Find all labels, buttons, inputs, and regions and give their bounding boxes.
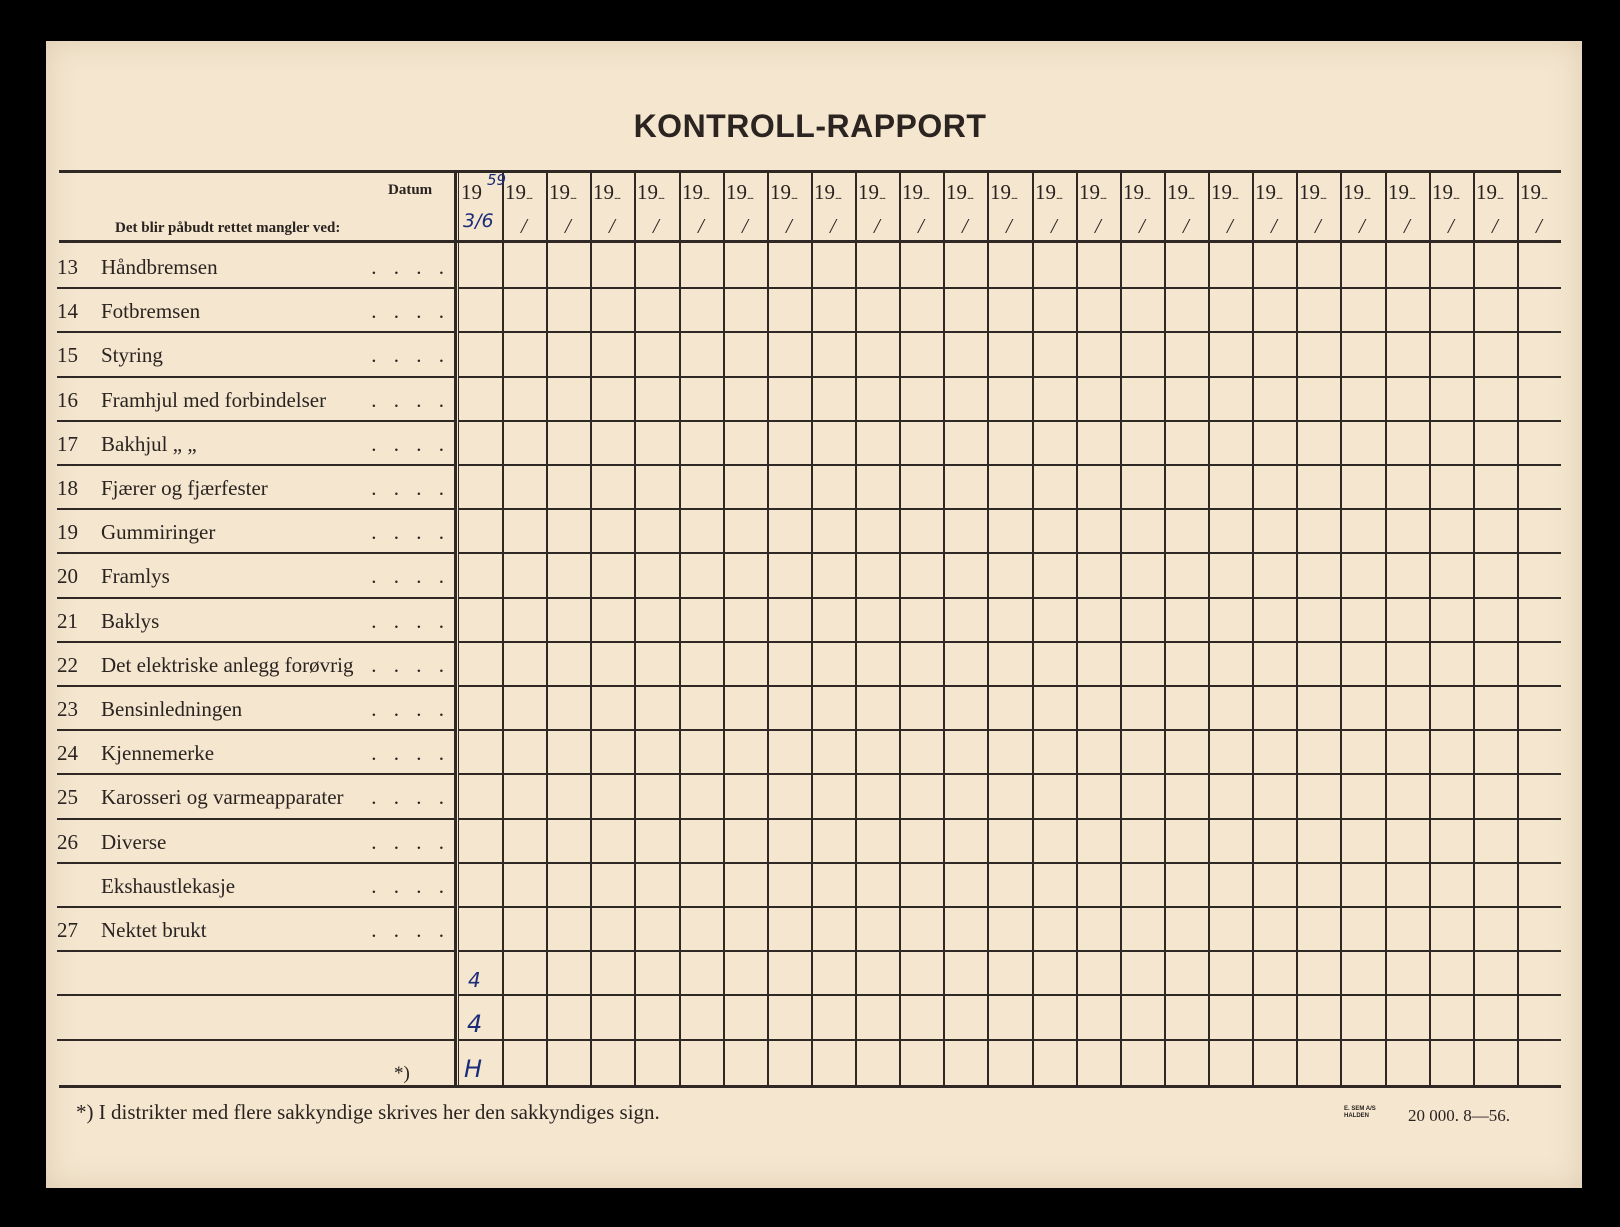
column-line (634, 170, 636, 1087)
item-label: Styring (101, 343, 163, 367)
column-line (1120, 170, 1122, 1087)
item-number: 23 (57, 697, 78, 721)
item-number: 15 (57, 343, 78, 367)
grid-row-line (458, 729, 1561, 731)
year-prefix: 19 (946, 180, 967, 204)
column-line (1164, 170, 1166, 1087)
label-row-line (57, 376, 454, 378)
year-suffix: .... (879, 191, 885, 202)
leader-dots: . . . . (371, 564, 450, 588)
year-suffix: .... (703, 191, 709, 202)
label-divider-inner (458, 170, 459, 1087)
grid-row-line (458, 287, 1561, 289)
year-field (682, 180, 709, 205)
leader-dots: . . . . (371, 653, 450, 677)
year-field (858, 180, 885, 205)
year-prefix: 19 (1388, 180, 1409, 204)
date-slash: / (609, 214, 615, 238)
year-field (1388, 180, 1415, 205)
year-field (814, 180, 841, 205)
date-slash: / (1359, 214, 1365, 238)
item-label: Det elektriske anlegg forøvrig (101, 653, 354, 677)
item-number: 13 (57, 255, 78, 279)
label-row-line (57, 641, 454, 643)
year-prefix: 19 (549, 180, 570, 204)
leader-dots: . . . . (371, 609, 450, 633)
year-prefix: 19 (1079, 180, 1100, 204)
column-line (1252, 170, 1254, 1087)
grid-row-line (458, 552, 1561, 554)
year-field (1035, 180, 1062, 205)
label-row-line (57, 1039, 454, 1041)
date-slash: / (830, 214, 836, 238)
date-slash: / (1051, 214, 1057, 238)
date-slash: / (918, 214, 924, 238)
year-field (505, 180, 532, 205)
leader-dots: . . . . (371, 476, 450, 500)
item-label: Framhjul med forbindelser (101, 388, 327, 412)
label-row-line (57, 420, 454, 422)
date-slash: / (521, 214, 527, 238)
year-prefix: 19 (682, 180, 703, 204)
date-slash: / (742, 214, 748, 238)
year-suffix: .... (1232, 191, 1238, 202)
grid-row-line (458, 862, 1561, 864)
year-field (461, 180, 482, 205)
date-slash: / (1271, 214, 1277, 238)
hw-date: 3/6 (463, 210, 494, 232)
leader-dots: . . . . (371, 432, 450, 456)
item-label: Framlys (101, 564, 170, 588)
grid-row-line (458, 641, 1561, 643)
hw-row1: 4 (468, 968, 481, 992)
item-number: 16 (57, 388, 78, 412)
item-number: 25 (57, 785, 78, 809)
grid-row-line (458, 331, 1561, 333)
leader-dots: . . . . (371, 520, 450, 544)
column-line (546, 170, 548, 1087)
grid-row-line (458, 376, 1561, 378)
item-label: Diverse (101, 830, 167, 854)
grid-row-line (458, 994, 1561, 996)
item-number: 19 (57, 520, 78, 544)
item-number: 14 (57, 299, 78, 323)
year-prefix: 19 (1476, 180, 1497, 204)
hw-row2: 4 (467, 1010, 483, 1038)
grid-row-line (458, 950, 1561, 952)
year-prefix: 19 (1520, 180, 1541, 204)
grid-row-line (458, 597, 1561, 599)
column-line (855, 170, 857, 1087)
printer-mark (1344, 1106, 1376, 1120)
year-field (637, 180, 664, 205)
year-field (549, 180, 576, 205)
column-line (1032, 170, 1034, 1087)
column-line (723, 170, 725, 1087)
year-prefix: 19 (461, 180, 482, 204)
label-row-line (57, 994, 454, 996)
item-label: Gummiringer (101, 520, 216, 544)
year-suffix: .... (526, 191, 532, 202)
column-line (899, 170, 901, 1087)
leader-dots: . . . . (371, 741, 450, 765)
leader-dots: . . . . (371, 388, 450, 412)
report-card (46, 41, 1582, 1188)
year-suffix: .... (614, 191, 620, 202)
column-line (811, 170, 813, 1087)
year-suffix: .... (1453, 191, 1459, 202)
year-suffix: .... (1056, 191, 1062, 202)
year-field (1211, 180, 1238, 205)
year-prefix: 19 (505, 180, 526, 204)
date-slash: / (1404, 214, 1410, 238)
year-prefix: 19 (593, 180, 614, 204)
year-prefix: 19 (726, 180, 747, 204)
item-label: Fjærer og fjærfester (101, 476, 268, 500)
date-slash: / (786, 214, 792, 238)
column-line (1076, 170, 1078, 1087)
year-suffix: .... (967, 191, 973, 202)
year-prefix: 19 (1255, 180, 1276, 204)
column-line (1429, 170, 1431, 1087)
item-label: Baklys (101, 609, 160, 633)
column-line (1517, 170, 1519, 1087)
year-field (1123, 180, 1150, 205)
label-row-line (57, 552, 454, 554)
year-suffix: .... (1276, 191, 1282, 202)
grid-row-line (458, 685, 1561, 687)
label-row-line (57, 906, 454, 908)
grid-row-line (458, 1039, 1561, 1041)
year-suffix: .... (1320, 191, 1326, 202)
column-line (502, 170, 504, 1087)
datum-label: Datum (388, 182, 433, 198)
column-line (1296, 170, 1298, 1087)
date-slash: / (1227, 214, 1233, 238)
year-field (990, 180, 1017, 205)
year-prefix: 19 (902, 180, 923, 204)
year-prefix: 19 (814, 180, 835, 204)
date-slash: / (874, 214, 880, 238)
label-row-line (57, 464, 454, 466)
year-field (1520, 180, 1547, 205)
item-number: 21 (57, 609, 78, 633)
year-field (1476, 180, 1503, 205)
grid-row-line (458, 773, 1561, 775)
item-label: Bensinledningen (101, 697, 243, 721)
item-number: 22 (57, 653, 78, 677)
print-code: 20 000. 8—56. (1408, 1106, 1510, 1125)
item-number: 18 (57, 476, 78, 500)
year-field (1432, 180, 1459, 205)
year-field (726, 180, 753, 205)
item-number: 27 (57, 918, 78, 942)
item-number: 20 (57, 564, 78, 588)
column-line (767, 170, 769, 1087)
leader-dots: . . . . (371, 343, 450, 367)
year-suffix: .... (1409, 191, 1415, 202)
year-prefix: 19 (990, 180, 1011, 204)
year-suffix: .... (570, 191, 576, 202)
printer-line2: HALDEN (1344, 1113, 1369, 1119)
header-top-rule (59, 170, 1561, 173)
grid-bottom-rule (59, 1085, 1561, 1088)
year-field (1299, 180, 1326, 205)
year-prefix: 19 (1035, 180, 1056, 204)
column-line (590, 170, 592, 1087)
year-suffix: .... (791, 191, 797, 202)
leader-dots: . . . . (371, 830, 450, 854)
year-field (946, 180, 973, 205)
year-suffix: .... (835, 191, 841, 202)
year-suffix: .... (1100, 191, 1106, 202)
leader-dots: . . . . (371, 697, 450, 721)
label-divider (454, 170, 457, 1087)
date-slash: / (962, 214, 968, 238)
column-line (987, 170, 989, 1087)
date-slash: / (1448, 214, 1454, 238)
year-prefix: 19 (1343, 180, 1364, 204)
grid-row-line (458, 508, 1561, 510)
year-field (902, 180, 929, 205)
year-field (1255, 180, 1282, 205)
year-suffix: .... (658, 191, 664, 202)
leader-dots: . . . . (371, 785, 450, 809)
hw-year: 59 (487, 171, 507, 189)
grid-row-line (458, 906, 1561, 908)
year-suffix: .... (1541, 191, 1547, 202)
footnote: *) I distrikter med flere sakkyndige skrives her den sakkyndiges sign. (76, 1100, 660, 1124)
label-row-line (57, 950, 454, 952)
year-prefix: 19 (1211, 180, 1232, 204)
date-slash: / (1139, 214, 1145, 238)
year-prefix: 19 (637, 180, 658, 204)
leader-dots: . . . . (371, 299, 450, 323)
date-slash: / (1492, 214, 1498, 238)
item-number: 17 (57, 432, 78, 456)
year-suffix: .... (1188, 191, 1194, 202)
page-title: KONTROLL-RAPPORT (633, 108, 987, 144)
mangler-label: Det blir påbudt rettet mangler ved: (115, 220, 341, 236)
item-label: Kjennemerke (101, 741, 215, 765)
item-label: Håndbremsen (101, 255, 218, 279)
date-slash: / (1315, 214, 1321, 238)
year-field (770, 180, 797, 205)
item-label: Ekshaustlekasje (101, 874, 236, 898)
date-slash: / (1183, 214, 1189, 238)
year-prefix: 19 (1123, 180, 1144, 204)
label-row-line (57, 685, 454, 687)
date-slash: / (698, 214, 704, 238)
date-slash: / (565, 214, 571, 238)
year-suffix: .... (747, 191, 753, 202)
year-field (593, 180, 620, 205)
column-line (679, 170, 681, 1087)
year-prefix: 19 (1167, 180, 1188, 204)
item-label: Karosseri og varmeapparater (101, 785, 344, 809)
date-slash: / (1006, 214, 1012, 238)
label-row-line (57, 818, 454, 820)
year-prefix: 19 (770, 180, 791, 204)
column-line (1473, 170, 1475, 1087)
label-row-line (57, 729, 454, 731)
item-label: Fotbremsen (101, 299, 201, 323)
leader-dots: . . . . (371, 255, 450, 279)
year-field (1079, 180, 1106, 205)
date-slash: / (653, 214, 659, 238)
item-number: 24 (57, 741, 78, 765)
year-suffix: .... (1011, 191, 1017, 202)
year-prefix: 19 (858, 180, 879, 204)
year-prefix: 19 (1432, 180, 1453, 204)
date-slash: / (1536, 214, 1542, 238)
year-field (1167, 180, 1194, 205)
label-row-line (57, 287, 454, 289)
label-row-line (57, 862, 454, 864)
year-field (1343, 180, 1370, 205)
item-label: Bakhjul „ „ (101, 432, 197, 456)
date-slash: / (1095, 214, 1101, 238)
header-bottom-rule (59, 240, 1561, 243)
grid-row-line (458, 464, 1561, 466)
year-suffix: .... (923, 191, 929, 202)
label-row-line (57, 773, 454, 775)
column-line (1385, 170, 1387, 1087)
grid-row-line (458, 818, 1561, 820)
year-suffix: .... (1364, 191, 1370, 202)
leader-dots: . . . . (371, 874, 450, 898)
year-suffix: .... (1144, 191, 1150, 202)
label-row-line (57, 331, 454, 333)
year-suffix: .... (1497, 191, 1503, 202)
hw-row3: H (464, 1055, 483, 1083)
signature-marker: *) (394, 1063, 410, 1084)
leader-dots: . . . . (371, 918, 450, 942)
label-row-line (57, 597, 454, 599)
grid-row-line (458, 420, 1561, 422)
label-row-line (57, 508, 454, 510)
column-line (1340, 170, 1342, 1087)
printer-line1: E. SEM A/S (1344, 1106, 1376, 1112)
year-prefix: 19 (1299, 180, 1320, 204)
column-line (943, 170, 945, 1087)
item-label: Nektet brukt (101, 918, 207, 942)
item-number: 26 (57, 830, 78, 854)
column-line (1208, 170, 1210, 1087)
